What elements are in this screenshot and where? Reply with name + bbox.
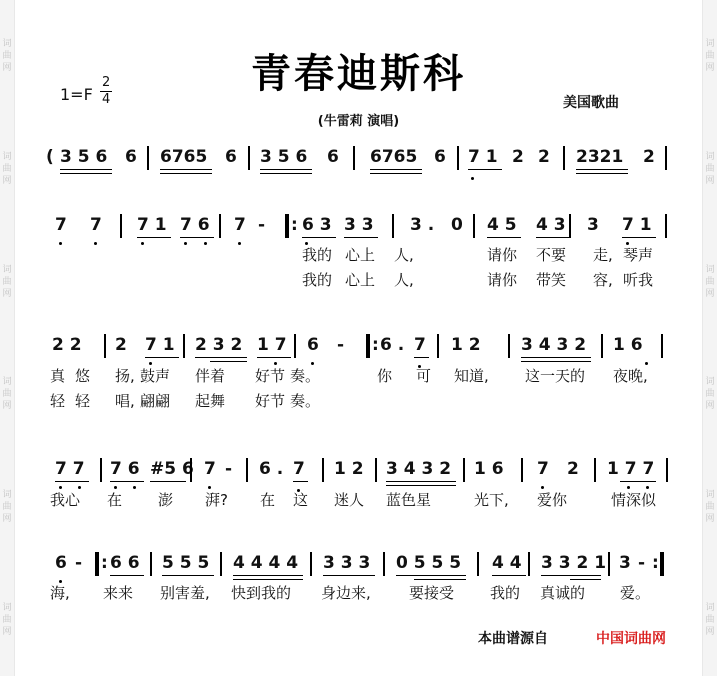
note: 6 [125, 147, 137, 167]
lyric: 要接受 [409, 584, 455, 602]
repeat-dots: : [291, 215, 298, 235]
note: 0 [451, 215, 463, 235]
watermark-char: 曲 [705, 389, 715, 400]
watermark-char: 曲 [2, 51, 12, 62]
barline [463, 458, 465, 482]
note-group: 6765 [370, 147, 418, 167]
barline [594, 458, 596, 482]
lyric: 夜晚, [613, 367, 648, 385]
barline [246, 458, 248, 482]
note: 6 [327, 147, 339, 167]
note: 3 [587, 215, 599, 235]
note-group: 7 6 [180, 215, 210, 235]
barline [147, 146, 149, 170]
lyric: 心上 [345, 271, 376, 289]
note-group: 2321 [576, 147, 624, 167]
note: 2 [115, 335, 127, 355]
lyric: 我的 [302, 271, 333, 289]
watermark-char: 网 [705, 513, 715, 524]
note: 2 [567, 459, 579, 479]
lyric: 光下, [474, 491, 509, 509]
lyric-line [302, 269, 662, 291]
barline [666, 458, 668, 482]
watermark-char: 网 [2, 401, 12, 412]
barline [508, 334, 510, 358]
note-group: 7 1 [137, 215, 167, 235]
note-group: 5 5 5 [162, 553, 210, 573]
note-group: 7 1 [468, 147, 498, 167]
song-origin: 美国歌曲 [563, 95, 619, 111]
watermark-group [705, 264, 714, 300]
watermark-group [705, 602, 714, 638]
source-site-link[interactable]: 中国词曲网 [596, 631, 666, 647]
note-group: 7 1 [145, 335, 175, 355]
lyric: 海, [50, 584, 70, 602]
lyric: 请你 [487, 271, 518, 289]
barline [310, 552, 312, 576]
dash: - [258, 215, 266, 235]
note: 7 [234, 215, 246, 235]
song-title: 青春迪斯科 [251, 50, 466, 97]
watermark-char: 曲 [705, 614, 715, 625]
lyric: 扬, [115, 367, 135, 385]
barline [150, 552, 152, 576]
lyric: 身边来, [321, 584, 371, 602]
watermark-char: 网 [2, 63, 12, 74]
lyric: 蓝色星 [386, 491, 432, 509]
dash: - [75, 553, 83, 573]
watermark-char: 词 [705, 602, 715, 613]
lyric: 在 [260, 491, 276, 509]
note: 7 [293, 459, 305, 479]
watermark-char: 词 [2, 489, 12, 500]
watermark-char: 网 [2, 513, 12, 524]
lyric: 这 [293, 491, 309, 509]
watermark-char: 网 [705, 63, 715, 74]
note-group: 0 5 5 5 [396, 553, 462, 573]
notation-row [0, 550, 717, 576]
note: 6 [434, 147, 446, 167]
note-group: 1 6 [474, 459, 504, 479]
lyric: 好节 [255, 392, 286, 410]
watermark-char: 曲 [705, 163, 715, 174]
notation-row [0, 144, 717, 170]
note: 3 . [410, 215, 435, 235]
lyric: 带笑 [536, 271, 567, 289]
barline [601, 334, 603, 358]
note-group: 1 7 7 [607, 459, 655, 479]
lyric: 情深似 [611, 491, 657, 509]
watermark-char: 网 [705, 288, 715, 299]
lyric: 容, [593, 271, 613, 289]
lyric: 知道, [454, 367, 489, 385]
note: 6 . [259, 459, 284, 479]
watermark-char: 词 [705, 39, 715, 50]
note-group: 6 6 [110, 553, 140, 573]
lyric: 奏。 [290, 367, 321, 385]
lyric: 起舞 [195, 392, 226, 410]
note-group: 6765 [160, 147, 208, 167]
barline [220, 552, 222, 576]
note-group: 3 3 2 1 [541, 553, 607, 573]
watermark-group [2, 264, 11, 300]
watermark-char: 词 [705, 264, 715, 275]
notation-row [0, 212, 717, 238]
watermark-char: 词 [705, 151, 715, 162]
barline [322, 458, 324, 482]
watermark-char: 网 [2, 288, 12, 299]
barline [473, 214, 475, 238]
barline [383, 552, 385, 576]
repeat-dots: : [652, 553, 659, 573]
note-group: 2 2 [52, 335, 82, 355]
watermark-char: 曲 [2, 389, 12, 400]
lyric: 走, [593, 246, 613, 264]
watermark-char: 曲 [705, 501, 715, 512]
lyric: 你 [377, 367, 393, 385]
repeat-barline [660, 552, 664, 576]
barline [248, 146, 250, 170]
notation-row [0, 332, 717, 358]
barline [104, 334, 106, 358]
lyric: 可 [416, 367, 432, 385]
lyric: 听我 [623, 271, 654, 289]
note-group: 3 3 [344, 215, 374, 235]
note-group: 2 3 2 [195, 335, 243, 355]
note-group: 3 4 3 2 [521, 335, 587, 355]
note-group: 7 6 [110, 459, 140, 479]
watermark-char: 词 [2, 151, 12, 162]
barline [219, 214, 221, 238]
note-group: 4 3 [536, 215, 566, 235]
watermark-char: 曲 [2, 276, 12, 287]
time-signature-bottom: 4 [102, 92, 111, 107]
time-signature [100, 75, 112, 108]
note: 2 [512, 147, 524, 167]
watermark-char: 曲 [2, 501, 12, 512]
barline [569, 214, 571, 238]
note: 2 [643, 147, 655, 167]
barline [353, 146, 355, 170]
watermark-char: 网 [705, 175, 715, 186]
watermark-group [705, 489, 714, 525]
barline [294, 334, 296, 358]
barline [665, 214, 667, 238]
lyric: 心上 [345, 246, 376, 264]
watermark-char: 词 [705, 377, 715, 388]
lyric: 真诚的 [540, 584, 586, 602]
repeat-barline [366, 334, 370, 358]
note-group: 3 5 6 [260, 147, 308, 167]
note-group: 3 4 3 2 [386, 459, 452, 479]
note: 7 [90, 215, 102, 235]
watermark-group [705, 376, 714, 412]
dash: - [638, 553, 646, 573]
lyric: 迷人 [334, 491, 365, 509]
note-group: #5 6 [150, 459, 194, 479]
watermark-char: 曲 [705, 276, 715, 287]
key-signature: 1=F [60, 85, 93, 104]
watermark-group [2, 376, 11, 412]
watermark-group [2, 489, 11, 525]
lyric: 来来 [103, 584, 134, 602]
dash: - [225, 459, 233, 479]
note-group: 1 2 [451, 335, 481, 355]
watermark-char: 网 [705, 626, 715, 637]
lyric: 轻 [75, 392, 91, 410]
lyric: 我的 [302, 246, 333, 264]
note-group: 4 5 [487, 215, 517, 235]
barline [563, 146, 565, 170]
barline [521, 458, 523, 482]
lyric: 在 [107, 491, 123, 509]
lyric: 真 [50, 367, 66, 385]
dash: - [337, 335, 345, 355]
repeat-barline [95, 552, 99, 576]
lyric: 这一天的 [525, 367, 586, 385]
watermark-group [2, 602, 11, 638]
lyric: 人, [394, 271, 414, 289]
barline [120, 214, 122, 238]
barline [477, 552, 479, 576]
barline [665, 146, 667, 170]
note-group: 1 6 [613, 335, 643, 355]
note-group: 3 5 6 [60, 147, 108, 167]
lyric: 我心 [50, 491, 81, 509]
lyric: 奏。 [290, 392, 321, 410]
lyric-line [50, 582, 670, 604]
lyric: 人, [394, 246, 414, 264]
note-group: 6 3 [302, 215, 332, 235]
repeat-dots: : [101, 553, 108, 573]
watermark-char: 词 [2, 39, 12, 50]
barline [457, 146, 459, 170]
lyric: 我的 [490, 584, 521, 602]
lyric: 爱。 [620, 584, 651, 602]
barline [661, 334, 663, 358]
barline [437, 334, 439, 358]
lyric: 不要 [536, 246, 567, 264]
lyric-line [50, 390, 350, 412]
lyric: 爱你 [537, 491, 568, 509]
watermark-char: 曲 [2, 163, 12, 174]
note: 6 [225, 147, 237, 167]
barline [190, 458, 192, 482]
watermark-char: 词 [2, 377, 12, 388]
barline [608, 552, 610, 576]
note-group: 1 7 [257, 335, 287, 355]
open-paren: ( [46, 147, 54, 167]
watermark-char: 词 [705, 489, 715, 500]
lyric-line [302, 244, 662, 266]
note: 7 [414, 335, 426, 355]
time-signature-top: 2 [102, 75, 111, 90]
lyric-line [50, 365, 670, 387]
note: 7 [537, 459, 549, 479]
watermark-char: 曲 [2, 614, 12, 625]
note: 7 [204, 459, 216, 479]
lyric: 悠 [75, 367, 91, 385]
note: 6 . [380, 335, 405, 355]
note: 3 [619, 553, 631, 573]
watermark-char: 词 [2, 602, 12, 613]
note-group: 7 7 [55, 459, 85, 479]
lyric-line [50, 489, 670, 511]
barline [100, 458, 102, 482]
lyric: 鼓声 [140, 367, 171, 385]
note: 6 [55, 553, 67, 573]
note-group: 3 3 3 [323, 553, 371, 573]
lyric: 别害羞, [160, 584, 210, 602]
notation-row [0, 456, 717, 482]
note-group: 4 4 4 4 [233, 553, 299, 573]
lyric: 伴着 [195, 367, 226, 385]
note: 7 [55, 215, 67, 235]
repeat-dots: : [372, 335, 379, 355]
barline [528, 552, 530, 576]
lyric: 澎 [158, 491, 174, 509]
watermark-char: 曲 [705, 51, 715, 62]
note-group: 4 4 [492, 553, 522, 573]
watermark-char: 网 [705, 401, 715, 412]
watermark-char: 网 [2, 626, 12, 637]
note: 6 [307, 335, 319, 355]
source-label: 本曲谱源自 [478, 631, 548, 647]
barline [392, 214, 394, 238]
watermark-char: 网 [2, 175, 12, 186]
lyric: 琴声 [623, 246, 654, 264]
lyric: 轻 [50, 392, 66, 410]
lyric: 请你 [487, 246, 518, 264]
barline [183, 334, 185, 358]
performer-credit: (牛雷莉 演唱) [317, 114, 400, 129]
barline [375, 458, 377, 482]
note-group: 7 1 [622, 215, 652, 235]
note: 2 [538, 147, 550, 167]
watermark-char: 词 [2, 264, 12, 275]
lyric: 快到我的 [231, 584, 292, 602]
lyric: 好节 [255, 367, 286, 385]
lyric: 湃? [205, 491, 228, 509]
repeat-barline [285, 214, 289, 238]
lyric: 唱, [115, 392, 135, 410]
lyric: 翩翩 [140, 392, 171, 410]
note-group: 1 2 [334, 459, 364, 479]
